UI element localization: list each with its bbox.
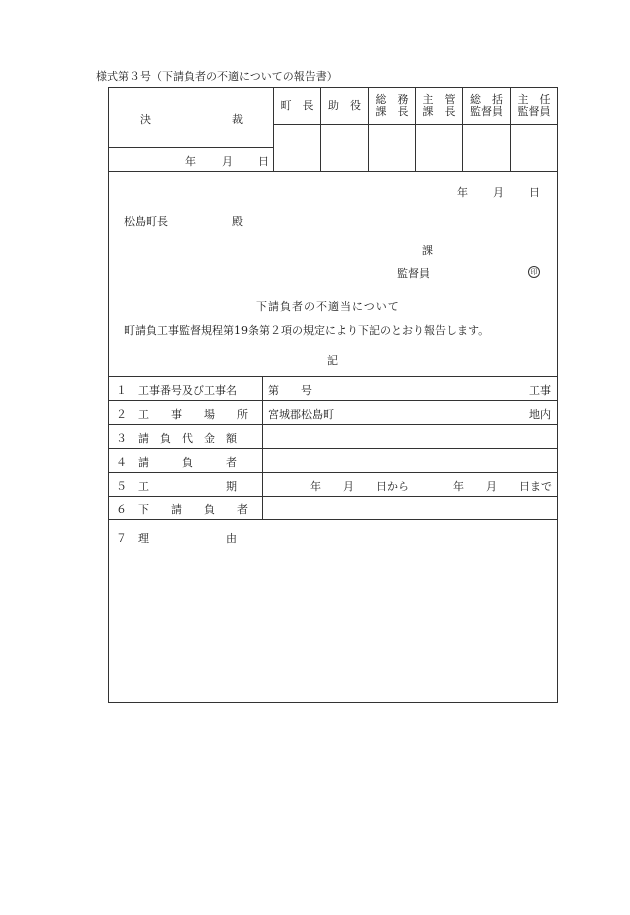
row-label-location: ２ 工 事 場 所 bbox=[116, 408, 248, 421]
decision-label-1: 決 bbox=[140, 113, 151, 126]
report-statement: 町請負工事監督規程第19条第２項の規定により下記のとおり報告します。 bbox=[124, 324, 490, 337]
approver-deputy: 助 役 bbox=[328, 99, 361, 112]
approver-chief-supervisor: 主 任 監督員 bbox=[517, 93, 551, 118]
approver-managing-section: 主 管 課 長 bbox=[422, 93, 456, 118]
ki-label: 記 bbox=[327, 354, 338, 367]
row-label-contract-amount: ３ 請 負 代 金 額 bbox=[116, 432, 237, 445]
row-label-reason: ７ 理 由 bbox=[116, 532, 237, 545]
supervisor-label: 監督員 bbox=[397, 267, 430, 280]
approval-date-month: 月 bbox=[222, 155, 233, 168]
row-label-subcontractor: ６ 下 請 負 者 bbox=[116, 503, 248, 516]
label-column-divider bbox=[262, 376, 263, 519]
report-date-year: 年 bbox=[457, 186, 468, 199]
report-date-month: 月 bbox=[493, 186, 504, 199]
row-suffix-work: 工事 bbox=[529, 384, 551, 397]
department-label: 課 bbox=[422, 244, 433, 257]
approval-divider bbox=[108, 147, 274, 148]
approver-mayor: 町 長 bbox=[280, 99, 314, 112]
row-value-work-number: 第 号 bbox=[268, 384, 312, 397]
approval-date-year: 年 bbox=[185, 155, 196, 168]
report-date-day: 日 bbox=[529, 186, 540, 199]
approver-general-affairs: 総 務 課 長 bbox=[375, 93, 409, 118]
row-label-contractor: ４ 請 負 者 bbox=[116, 456, 237, 469]
decision-label-2: 裁 bbox=[232, 113, 243, 126]
approval-date-day: 日 bbox=[258, 155, 269, 168]
row-label-work-name: １ 工事番号及び工事名 bbox=[116, 384, 237, 397]
form-title: 様式第３号（下請負者の不適についての報告書） bbox=[96, 70, 338, 83]
row-label-period: ５ 工 期 bbox=[116, 480, 237, 493]
approval-header-divider bbox=[274, 124, 558, 125]
approver-general-supervisor: 総 括 監督員 bbox=[470, 93, 503, 118]
honorific: 殿 bbox=[232, 215, 243, 228]
row-value-period: 年 月 日から 年 月 日まで bbox=[310, 480, 552, 493]
row-suffix-location: 地内 bbox=[529, 408, 551, 421]
addressee: 松島町長 bbox=[124, 215, 168, 228]
seal-mark: 印 bbox=[528, 266, 540, 278]
report-subject: 下請負者の不適当について bbox=[256, 300, 400, 313]
row-value-location: 宮城郡松島町 bbox=[268, 408, 334, 421]
